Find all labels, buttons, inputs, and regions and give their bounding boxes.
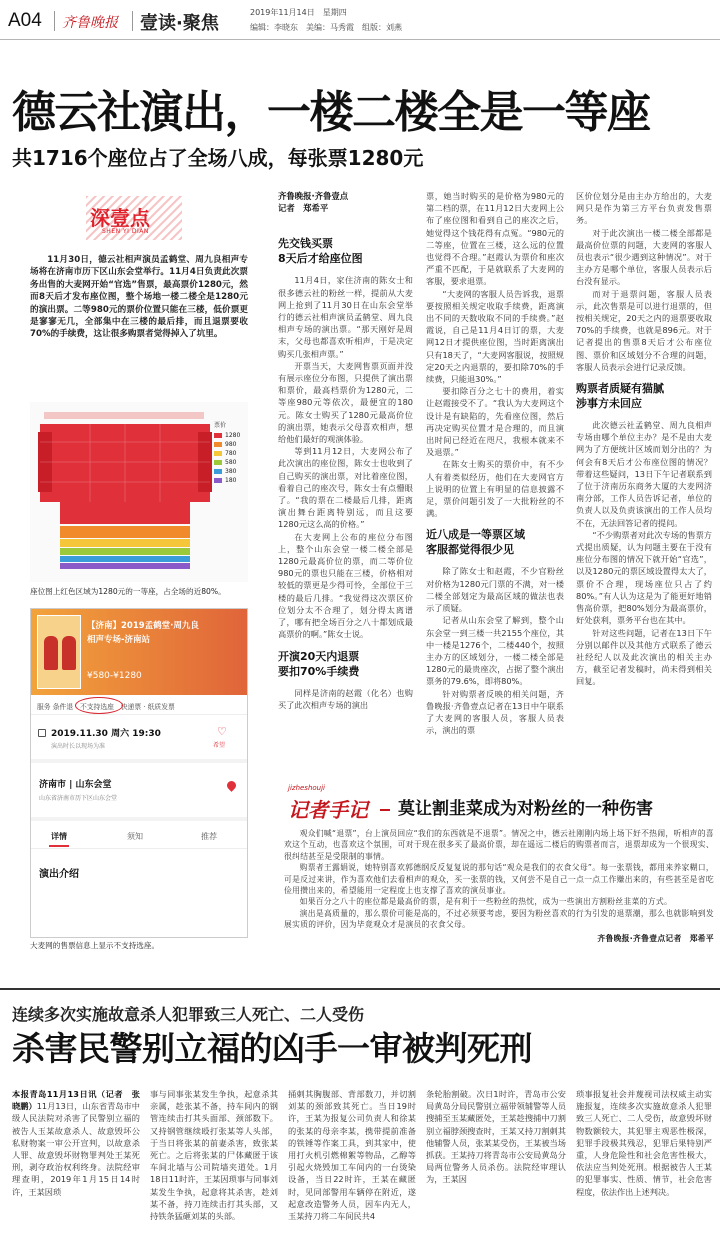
tab-bar	[31, 825, 248, 849]
swatch-780	[214, 451, 222, 456]
show-duration-note: 演出时长以现场为准	[51, 743, 106, 750]
swatch-1280	[214, 433, 222, 438]
commentary-rule	[380, 809, 390, 811]
section-580	[60, 548, 190, 555]
subhead-first-class-area: 近八成是一等票区域 客服都觉得很少见	[426, 528, 525, 557]
news2-dateline: 本报青岛11月13日讯（记者 张晓鹏）	[12, 1089, 140, 1112]
event-title-line2: 相声专场-济南站	[87, 635, 151, 645]
commentary-body	[284, 828, 714, 944]
commentary-signature: 齐鲁晚报·齐鲁壹点记者 郑希平	[597, 933, 714, 943]
main-headline: 德云社演出，一楼二楼全是一等座	[12, 87, 650, 138]
price-legend	[214, 420, 248, 485]
seat-map-caption: 座位图上红色区域为1280元的一等座，占全场的近80%。	[30, 587, 226, 596]
swatch-180	[214, 478, 222, 483]
commentary-tag-pinyin: jizheshouji	[288, 784, 325, 792]
paragraph: 捅刺其胸腹部、背部数刀，并切割刘某的颈部致其死亡。当日19时许，王某为报复公司负责人和徐某的张某的母亲李某，携带提前准备的铁锤等作案工具，到其家中，使用打火机引燃棉絮等物品，乙醇等引起火烧毁加工车间内的一台烫染设备，当日22时许，王某在藏匿时，见同部警用车辆停在附近，遂起意改造警务人员，因车内无人，玉某持刀将二车间民共4	[288, 1089, 416, 1222]
paragraph: 如果百分之八十的座位都是最高价的票，是有利于一些粉丝的热忱，成为一些演出方割粉丝韭菜的方式。	[299, 897, 673, 907]
legend-entry: 1280	[214, 431, 248, 440]
phone-caption: 大麦网的售票信息上显示不支持选座。	[30, 941, 160, 950]
section-title: 壹读·聚焦	[140, 13, 219, 34]
badge-pinyin: SHEN YI DIAN	[102, 228, 149, 235]
issue-date: 2019年11月14日 星期四	[250, 8, 347, 17]
article-column-4	[576, 190, 712, 772]
news2-kicker: 连续多次实施故意杀人犯罪致三人死亡、二人受伤	[12, 1005, 365, 1024]
intro-paragraph: 11月30日，德云社相声演员孟鹤堂、周九良相声专场将在济南市历下区山东会堂举行。11月4日负责此次票务出售的大麦网开始“官选”售票，最高票价1280元，然而8天后才发布座位图，整个场地一楼二楼全是1280元的演出票。二等980元的票价位置只能在三楼，低价票更是寥寥无几，全部集中在三楼的最后排，而且退票要收70%的手续费，这让很多购票者觉得掉入了坑里。	[30, 255, 248, 340]
paragraph: 购票者王露娟说，她特别喜欢郭德纲反反复复说的那句话“观众是我们的衣食父母”。每一张票钱，都用来养家糊口，可是反过来讲，作为喜欢他们去看相声的观众，买一张票的钱，又何尝不是自己一点一点工作赚出来的，有些甚至是省吃俭用攒出来的，希望能用一定程度上也支撑了喜欢的演员事业。	[284, 863, 714, 896]
subhead-refund-fee: 开演20天内退票 要扣70%手续费	[278, 649, 360, 678]
paragraph: 对于此次演出一楼二楼全部都是最高价位票的问题，大麦网的客服人员也表示“很少遇到这种情况”。对于主办方是哪个单位，客服人员表示后台没有显示。	[576, 227, 712, 287]
legend-entry: 980	[214, 440, 248, 449]
section-780	[60, 539, 190, 547]
news2-column-2	[150, 1088, 278, 1234]
column-badge	[82, 192, 187, 247]
section-980	[60, 526, 190, 538]
legend-entry: 780	[214, 449, 248, 458]
paragraph: 在大麦网上公布的座位分布图上，整个山东会堂一楼二楼全部是1280元最高价位的票，而二等价位980元的票也只能在三楼，价格相对较低的票更是少得可怜，全部位于三楼的最后几排。“我觉得这次票区价位划分太不合理了，划分得太离谱了，哪有把全场百分之八十都划成最高票价的啊。”陈女士说。	[278, 531, 413, 640]
legend-title: 票价	[214, 422, 227, 429]
sub-headline: 共1716个座位占了全场八成，每张票1280元	[12, 146, 424, 170]
no-seat-selection-highlight	[75, 697, 123, 714]
person-figure-icon	[62, 636, 76, 670]
want-label[interactable]: 希望	[213, 742, 226, 749]
paragraph: 要扣除百分之七十的费用，着实让赵霞接受不了。“我认为大麦网这个设计是有缺陷的，先看座位图，然后再决定购买位置才是合理的，而且演出时间已经近在咫尺，我根本就来不及退票。”	[426, 386, 564, 458]
news2-column-1	[12, 1088, 140, 1234]
section-1280-upper	[60, 502, 190, 524]
commentary-title: 莫让割韭菜成为对粉丝的一种伤害	[398, 799, 653, 819]
legend-entry: 380	[214, 467, 248, 476]
seat-map-figure	[30, 402, 248, 582]
section-divider	[0, 988, 720, 990]
paragraph: “大麦网的客服人员告诉我，退票要按照相关规定收取手续费，距离演出不同的天数收取不同的手续费。”赵霞说，自己是11月4日订的票，大麦网12日才提供座位图，当时距离演出只有18天了，“大麦网客服说，按照规定20天之内退票的，要扣除70%的手续费，只能退30%。”	[426, 288, 564, 385]
paragraph: 等到11月12日，大麦网公布了此次演出的座位图，陈女士也收到了自己购买的演出票，对比着座位图，看着自己的座次号，陈女士有点懵眼了。“我的票在二楼最后几排，距离演出舞台距离特别远，而且这要1280元这么高的价格。”	[278, 446, 413, 530]
tab-recommend[interactable]: 推荐	[201, 832, 217, 841]
commentary-box	[270, 782, 714, 962]
ticket-banner	[31, 609, 248, 695]
byline-source: 齐鲁晚报·齐鲁壹点	[278, 191, 349, 201]
paragraph: 同样是济南的赵霞（化名）也购买了此次相声专场的演出	[278, 687, 413, 710]
poster-thumbnail	[37, 615, 81, 689]
person-figure-icon	[44, 636, 58, 670]
paragraph: 11月4日，家住济南的陈女士和很多德云社的粉丝一样，提前从大麦网上抢到了11月30日在山东会堂举行的德云社相声演员孟鹤堂、周九良相声专场的演出票。“那天刚好是周末，父母也都喜欢听相声，于是决定购买几张相声票。”	[278, 275, 413, 359]
paragraph: 条轮胎割破。次日1时许，青岛市公安局黄岛分局民警别立福带领辅警等人员搜捕至玉某藏匿处，王某趁搜捕中刀割别立福脖颈搜查时，王某又持刀割刺其他辅警人员，张某某受伤，王某被当场抓获。王某持刀将青岛市公安局黄岛分局两位警务人员杀伤。法院经审理认为，王某因	[426, 1089, 566, 1185]
tab-notice[interactable]: 须知	[127, 832, 143, 841]
heart-icon[interactable]: ♡	[217, 725, 227, 738]
page-number: A04	[8, 10, 42, 31]
intro-section-heading: 演出介绍	[39, 869, 79, 880]
legend-entry: 180	[214, 476, 248, 485]
paragraph: 除了陈女士和赵霞，不少官粉丝对价格为1280元门票的不满，对一楼二楼全部划定为最高区域的做法也表示了质疑。	[426, 566, 564, 614]
service-row	[31, 697, 248, 715]
paragraph: 11月13日，山东省青岛市中级人民法院对杀害了民警别立福的被告人玉某故意杀人、故意毁坏公私财物案一审公开宣判，以故意杀人罪、故意毁坏财物罪判处王某死刑，剥夺政治权利终身。法院经审理查明，2019年1月15日14时许，王某因琐	[12, 1101, 140, 1197]
tab-active-indicator	[49, 845, 69, 847]
divider	[132, 11, 133, 31]
byline-reporter: 记者 郑希平	[278, 203, 329, 214]
badge-title: 深壹点	[90, 206, 150, 230]
paragraph: 票，她当时购买的是价格为980元的第二档的票，在11月12日大麦网上公布了座位图和看到自己的座次之后，她觉得这个钱花得有点冤。“980元的二等座，位置在三楼，这么远的位置也觉得不合理。”赵霞认为票价和座次严重不匹配，于是就联系了大麦网的客服，要求退票。	[426, 191, 564, 287]
venue-name: 济南市 | 山东会堂	[39, 780, 112, 790]
editor-credits: 编辑：李晓东 美编：马秀霞 组版：刘燕	[250, 23, 402, 32]
calendar-icon	[38, 729, 46, 737]
paragraph: 针对这些问题，记者在13日下午分别以邮件以及其他方式联系了德云社经纪人以及此次演出的相关主办方，截至记者发稿时，尚未得到相关回复。	[576, 627, 712, 687]
paragraph: 此次德云社孟鹤堂、周九良相声专场由哪个单位主办？是不是由大麦网为了方便统计区域而划分出的？为何会有8天后才公布座位图的情况？带着这些疑问，13日下午记者联系到了位于济南历东商务大厦的大麦网济南分部，工作人员告诉记者，单位的负责人以及负责该演出的工作人员均不在，无法回答记者的提问。	[576, 420, 712, 528]
paragraph: 琐事报复社会并蔑视司法权威主动实施报复，连续多次实施故意杀人犯罪致三人死亡、二人受伤，故意毁坏财物数额较大，其犯罪主观恶性极深，犯罪手段极其残忍，犯罪后果特别严重，人身危险性和社会危害性极大，依法应当判处死刑。根据被告人王某的犯罪事实、性质、情节，社会危害程度，依法作出上述判决。	[576, 1089, 712, 1197]
news2-column-3	[288, 1088, 416, 1234]
news2-headline: 杀害民警别立福的凶手一审被判死刑	[12, 1029, 532, 1068]
paragraph: 而对于退票问题，客服人员表示，此次售票是可以进行退票的，但按相关规定，20天之内的退票要收取70%的手续费，也就是896元。对于记者提出的售票8天后才公布座位图、票价和区域划分不合理的问题，客服人员表示会进行记录反馈。	[576, 288, 712, 372]
show-date: 2019.11.30 周六 19:30	[51, 729, 161, 739]
paragraph: 演出是高质量的，那么票价可能是高的，不过必须要考虑，要因为粉丝喜欢的行为引发的退票潮，那么也就影响到发展实质的评价，因为毕竟观众才是演员的衣食父母。	[284, 908, 714, 930]
news2-column-4	[426, 1088, 566, 1234]
paragraph: 区价位划分是由主办方给出的，大麦网只是作为第三方平台负责发售票务。	[576, 191, 712, 226]
news2-column-5	[576, 1088, 712, 1234]
subhead-suspected-tricks: 购票者质疑有猫腻 涉事方未回应	[576, 382, 664, 411]
paragraph: 事与同事张某发生争执，起意杀其亲属，趁张某不备，持车间内的钢管连续击打其头面部、颈部数下。又持钢管继续殴打张某等人头部，于当日将张某的前妻杀害，致张某死亡。之后将张某的尸体藏匿于该车间北墙与公司院墙夹道处。1月18日11时许，王某因琐事与同事刘某发生争执，起意将其杀害，趁刘某不备，持刀连续击打其头部，又持铁条猛砸刘某的头部。	[150, 1089, 278, 1222]
article-column-3	[426, 190, 564, 772]
event-title-line1: 【济南】2019孟鹤堂·周九良	[87, 621, 199, 631]
service-text: 服务 条件退 不支持选座 快递票 · 纸质发票	[37, 703, 175, 711]
subhead-pay-first: 先交钱买票 8天后才给座位图	[278, 237, 363, 266]
newspaper-logo: 齐鲁晚报	[62, 15, 118, 31]
swatch-980	[214, 442, 222, 447]
row-divider	[31, 817, 248, 821]
paragraph: 观众们喊“退票”，台上演员回应“我们的东西就是不退票”。情况之中，德云社刚刚内场上场下好不热闹，听相声的喜欢这个互动，也喜欢这个氛围，可对于现在很多买了最高价票，却在遥远二楼后的购票者而言，退票却成为一个很现实、很纠结甚至是受限制的事情。	[284, 829, 714, 861]
paragraph: 开票当天，大麦网售票页面并没有展示座位分布图，只提供了演出票和票价，最高档票价为1280元，二等座980元等依次，最便宜的180元。陈女士购买了1280元最高价位的演出票，她表示父母喜欢相声，想给他们最好的观演体验。	[278, 360, 413, 445]
paragraph: 在陈女士购买的票价中，有不少人有着类似经历，他们在大麦网官方上说明的位置上有明显的信息披露不足，票价问题引发了一大批粉丝的不满。	[426, 459, 564, 519]
section-380	[60, 556, 190, 562]
section-180	[60, 563, 190, 569]
divider	[54, 11, 55, 31]
tab-details[interactable]: 详情	[51, 832, 67, 841]
stage	[44, 412, 204, 419]
page-header	[0, 0, 720, 40]
legend-entry: 580	[214, 458, 248, 467]
swatch-380	[214, 469, 222, 474]
commentary-tag: 记者手记	[288, 798, 368, 822]
paragraph: 记者从山东会堂了解到，整个山东会堂一到三楼一共2155个座位，其中一楼是1276个，二楼440个，按照主办方的区域划分，一楼二楼全部是1280元的最贵座次，占据了整个演出票务的79.6%，即将80%。	[426, 615, 564, 687]
paragraph: 针对购票者反映的相关问题，齐鲁晚报·齐鲁壹点记者在13日中午联系了大麦网的客服人员，客服人员表示，演出的票	[426, 688, 564, 736]
phone-screenshot	[30, 608, 248, 938]
location-pin-icon[interactable]	[225, 779, 238, 792]
row-divider	[31, 759, 248, 763]
article-column-2	[278, 190, 413, 772]
swatch-580	[214, 460, 222, 465]
price-range: ¥580-¥1280	[87, 671, 142, 681]
venue-address: 山东省济南市历下区山东会堂	[39, 795, 118, 802]
paragraph: “不少购票者对此次专场的售票方式提出质疑，认为问题主要在于没有座位分布图的情况下就开始“官选”，以及1280元的票区域设置得太大了，票价不合理，现场座位只占了约80%。”有人认为这是为了能更好地销售高价票，把80%划分为最高票价，好处获利，票务平台也在其中。	[576, 529, 712, 626]
